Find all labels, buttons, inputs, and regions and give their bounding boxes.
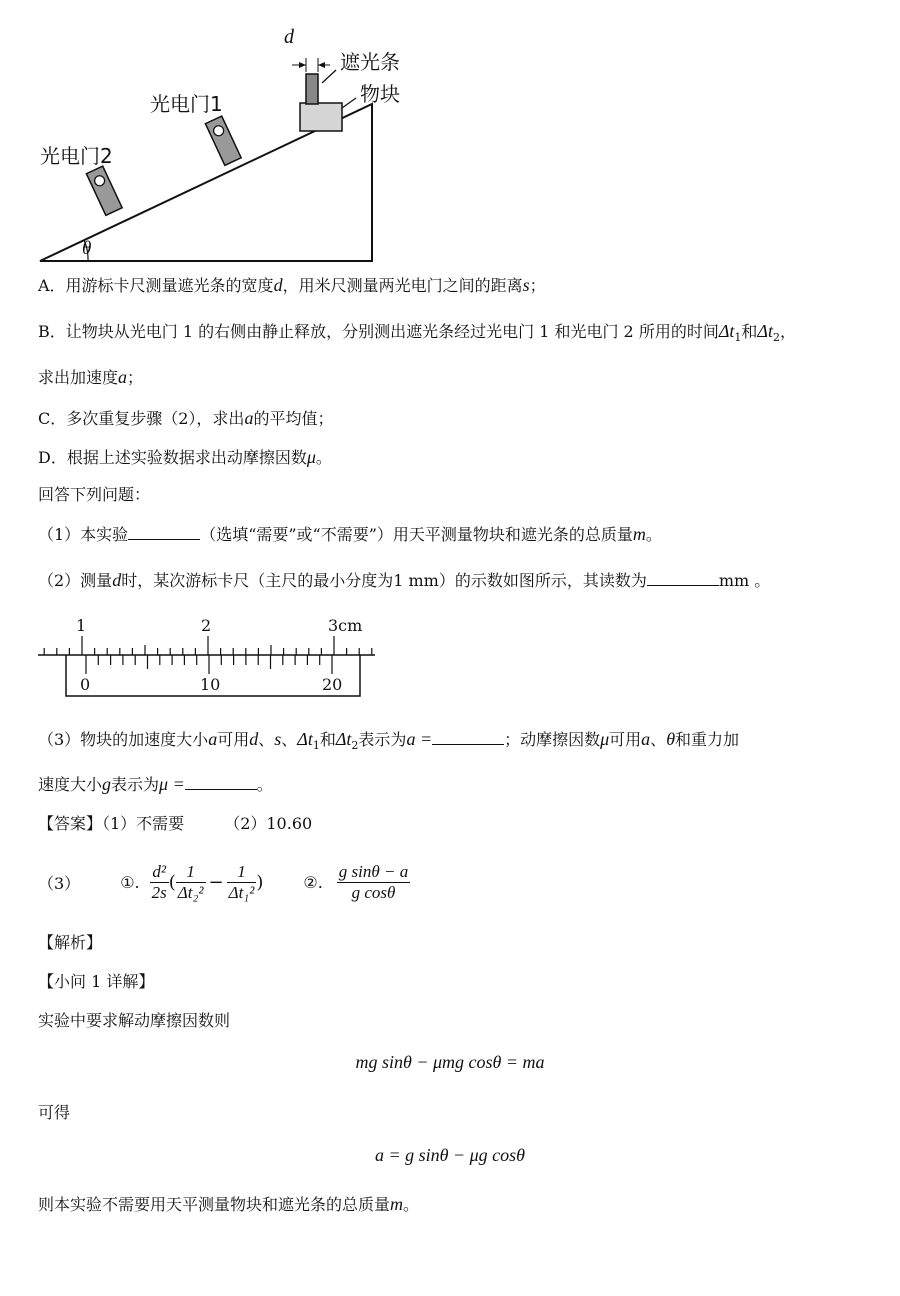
analysis-line1: 实验中要求解动摩擦因数则 [38,1011,231,1030]
main-label-1: 1 [76,616,87,635]
answer-intro: 回答下列问题： [38,485,151,504]
fraction-1-dt2: $\frac{1}{\text{Δt₂²}}$ [177,861,204,902]
fraction-d2-2s: $\frac{\text{d²}}{2s}$ [151,861,167,902]
fraction-mu: $\frac{\text{g sinθ − a}}{\text{g cosθ}}$ [338,861,409,902]
vernier-scale-ticks [86,655,332,674]
strip-label: 遮光条 [340,50,400,74]
analysis-label: 【解析】 [38,933,103,952]
answer-blank-3a [432,728,504,745]
d-label: d [284,26,294,48]
vernier-label-0: 0 [80,675,91,694]
photogate-2 [86,166,122,215]
step-a: A．用游标卡尺测量遮光条的宽度d，用米尺测量两光电门之间的距离s； [38,275,546,295]
block-leader [342,98,356,108]
photogate-1 [205,116,241,165]
gate2-label: 光电门2 [40,144,113,168]
analysis-sub1: 【小问 1 详解】 [38,972,155,991]
main-label-2: 2 [201,616,212,635]
step-b-line1: B．让物块从光电门 1 的右侧由静止释放，分别测出遮光条经过光电门 1 和光电门 2 所用的时间$\Delta t_1$和$\Delta t_2$， [38,321,797,345]
question-3-line2: 速度大小g表示为μ = 。 [38,774,273,794]
analysis-line2: 可得 [38,1103,71,1122]
question-2: （2）测量d时，某次游标卡尺（主尺的最小分度为1 mm）的示数如图所示，其读数为 mm 。 [38,570,771,590]
block [300,103,342,131]
answer-part3: （3） ①. $\frac{\text{d²}}{2s}$ ( $\frac{1}{\text{Δt₂²}}$ − $\frac{1}{\text{Δt₁²}}$ ) ②. $\frac{\text{g sinθ − a}}{\text{g cosθ}}$ [38,861,409,902]
step-c: C．多次重复步骤（2），求出a的平均值； [38,408,334,428]
light-strip [306,74,318,104]
answer-blank-1 [128,523,200,540]
vernier-label-10: 10 [200,675,221,694]
main-label-3cm: 3cm [328,616,363,635]
fraction-1-dt1: $\frac{1}{\text{Δt₁²}}$ [228,861,255,902]
gate1-label: 光电门1 [150,92,223,116]
answer-blank-2 [647,569,719,586]
answer-blank-3b [185,773,257,790]
vernier-label-20: 20 [322,675,343,694]
question-1: （1）本实验 （选填“需要”或“不需要”）用天平测量物块和遮光条的总质量m。 [38,524,662,544]
step-b-line2: 求出加速度a； [38,367,144,387]
step-d: D．根据上述实验数据求出动摩擦因数μ。 [38,447,332,467]
equation-1: mg sinθ − μmg cosθ = ma [355,1052,545,1072]
vernier-caliper [30,612,390,704]
equation-2: a = g sinθ − μg cosθ [374,1145,525,1165]
question-3-line1: （3）物块的加速度大小a可用d、s、$\Delta t_1$和$\Delta t_2$表示为a = ；动摩擦因数μ可用a、θ和重力加 [38,729,740,753]
block-label: 物块 [360,82,400,106]
theta-label: θ [82,238,92,259]
main-scale-ticks [44,636,372,655]
answer-line: 【答案】（1）不需要 （2）10.60 [38,814,313,833]
analysis-line3: 则本实验不需要用天平测量物块和遮光条的总质量m。 [38,1194,420,1214]
strip-leader [322,70,336,83]
